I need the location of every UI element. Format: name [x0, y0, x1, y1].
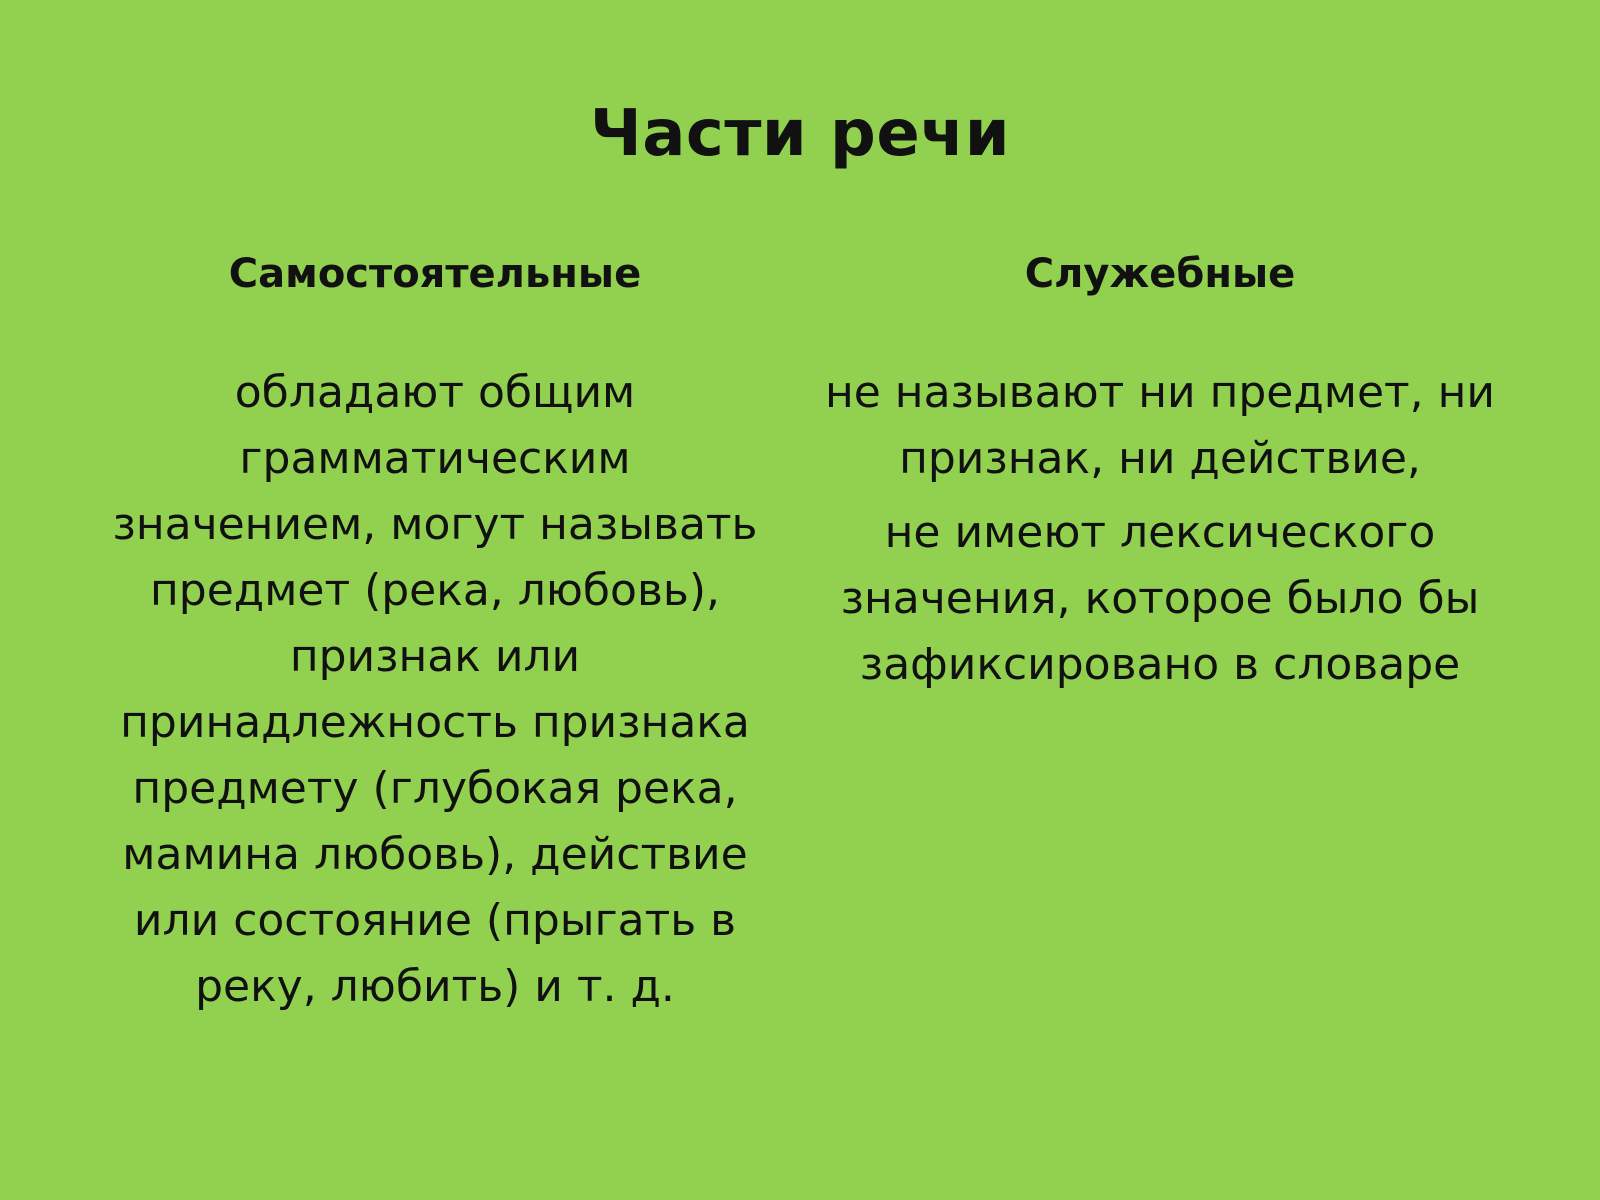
slide-title: Части речи — [589, 97, 1011, 171]
heading-auxiliary: Служебные — [1024, 251, 1296, 297]
text-line: реку, любить) и т. д. — [195, 961, 675, 1012]
text-line: признак или — [289, 631, 581, 682]
text-line: грамматическим — [239, 433, 631, 484]
text-line: значением, могут называть — [112, 499, 758, 550]
text-line: признак, ни действие, — [899, 433, 1421, 484]
text-line: не называют ни предмет, ни — [824, 367, 1495, 418]
text-line: предмет (река, любовь), — [150, 565, 720, 616]
text-line: зафиксировано в словаре — [859, 639, 1461, 690]
text-line: обладают общим — [234, 367, 636, 418]
auxiliary-paragraph-1 — [810, 360, 1510, 492]
auxiliary-description — [810, 360, 1510, 698]
text-line: принадлежность признака — [120, 697, 750, 748]
auxiliary-paragraph-2 — [810, 500, 1510, 698]
text-line: предмету (глубокая река, — [132, 763, 738, 814]
heading-independent: Самостоятельные — [228, 251, 642, 297]
text-line: мамина любовь), действие — [122, 829, 748, 880]
text-line: значения, которое было бы — [840, 573, 1480, 624]
text-line: не имеют лексического — [884, 507, 1436, 558]
text-line: или состояние (прыгать в — [133, 895, 737, 946]
independent-description — [95, 360, 775, 1020]
